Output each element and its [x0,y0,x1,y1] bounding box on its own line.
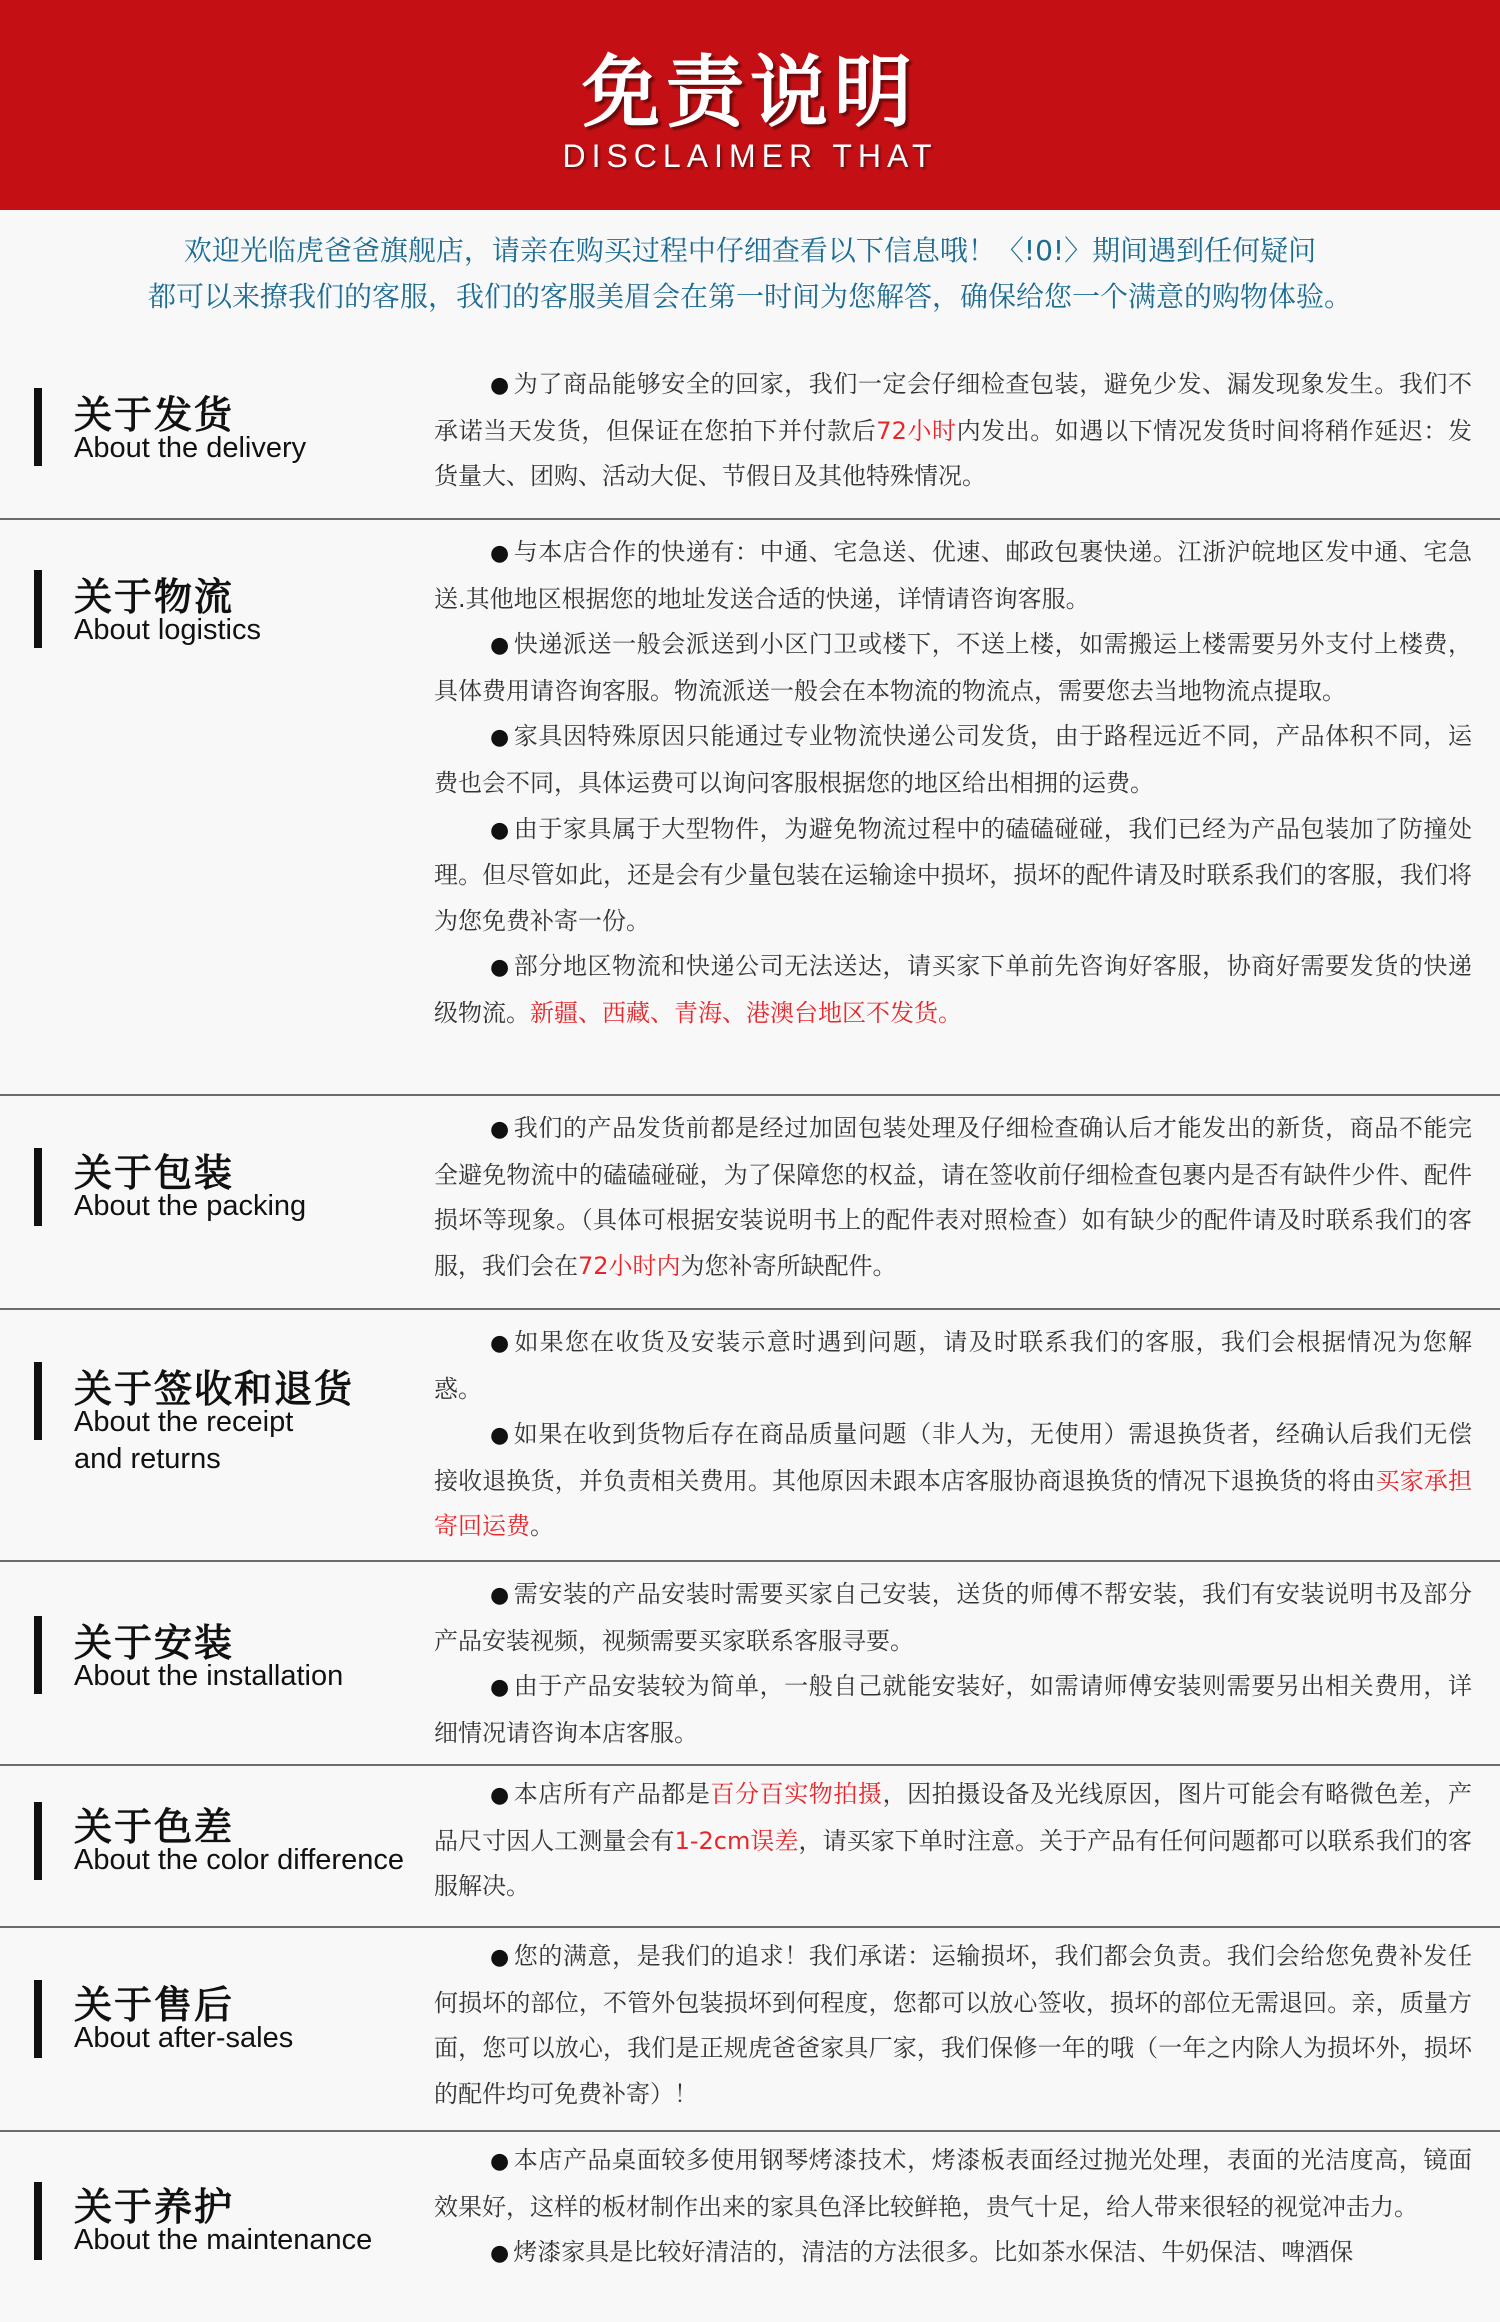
section-logistics [0,520,1500,1096]
paragraph-text: 如果您在收货及安装示意时遇到问题，请及时联系我们的客服，我们会根据情况为您解惑。 [434,1328,1472,1403]
section-body [434,1106,1472,1289]
section-title: 关于发货 [74,393,235,437]
bullet-icon: ● [490,1583,510,1608]
paragraph-text: 与本店合作的快递有：中通、宅急送、优速、邮政包裹快递。江浙沪皖地区发中通、宅急送.其他地区根据您的地址发送合适的快递，详情请咨询客服。 [434,538,1472,613]
section-subtitle-line-2: and returns [74,1443,221,1475]
section-title: 关于色差 [74,1805,235,1849]
section-marker [34,1802,42,1880]
section-subtitle: About the color difference [74,1844,404,1876]
section-body [434,1934,1472,2117]
bullet-icon: ● [490,955,510,981]
page-title: 免责说明 [581,48,918,138]
intro-text [0,228,1500,320]
highlight-text: 百分百实物拍摄 [710,1780,883,1808]
section-subtitle-line-1: About the receipt [74,1406,294,1438]
paragraph-text: 由于产品安装较为简单，一般自己就能安装好，如需请师傅安装则需要另出相关费用，详细情况请咨询本店客服。 [434,1672,1472,1747]
section-marker [34,1616,42,1694]
paragraph-text: 您的满意，是我们的追求！我们承诺：运输损坏，我们都会负责。我们会给您免费补发任何损坏的部位，不管外包装损坏到何程度，您都可以放心签收，损坏的部位无需退回。亲，质量方面，您可以放心，我们是正规虎爸爸家具厂家，我们保修一年的哦（一年之内除人为损坏外，损坏的配件均可免费补寄）！ [434,1942,1472,2108]
section-color-difference [0,1766,1500,1928]
paragraph-text: 为您补寄所缺配件。 [680,1251,897,1280]
section-marker [34,570,42,648]
paragraph-text: 内发出。如遇以下情况发货时间将稍作延迟：发货量大、团购、活动大促、节假日及其他特殊情况。 [434,416,1473,491]
section-body [434,1320,1472,1550]
section-title: 关于物流 [74,575,235,619]
section-body [434,530,1472,1037]
section-subtitle: About the delivery [74,432,307,464]
paragraph-text: 部分地区物流和快递公司无法送达，请买家下单前先咨询好客服，协商好需要发货的快递级物流。 [434,952,1472,1027]
section-body [434,362,1472,500]
highlight-text: 新疆、西藏、青海、港澳台地区不发货。 [530,998,962,1027]
section-body [434,1572,1472,1756]
paragraph-text: 烤漆家具是比较好清洁的，清洁的方法很多。比如茶水保洁、牛奶保洁、啤酒保 [513,2238,1354,2267]
section-marker [34,1980,42,2058]
intro-line-2: 都可以来撩我们的客服，我们的客服美眉会在第一时间为您解答，确保给您一个满意的购物体验。 [147,280,1352,313]
section-marker [34,2182,42,2260]
section-title: 关于售后 [74,1983,235,2027]
section-maintenance [0,2132,1500,2322]
paragraph-text: 家具因特殊原因只能通过专业物流快递公司发货，由于路程远近不同，产品体积不同，运费也会不同，具体运费可以询问客服根据您的地区给出相拥的运费。 [434,722,1472,797]
section-after-sales [0,1928,1500,2132]
section-subtitle: About the installation [74,1660,344,1692]
section-title: 关于签收和退货 [74,1367,355,1411]
section-subtitle: About the maintenance [74,2224,373,2256]
paragraph-text: ，因拍摄设备及光线原因，图片可能会有略微色差，产品尺寸因人工测量会有 [434,1780,1473,1855]
bullet-icon: ● [490,1675,510,1701]
paragraph-text: 本店所有产品都是 [513,1780,711,1808]
bullet-icon: ● [490,2241,510,2267]
paragraph-text: 本店产品桌面较多使用钢琴烤漆技术，烤漆板表面经过抛光处理，表面的光洁度高，镜面效果好，这样的板材制作出来的家具色泽比较鲜艳，贵气十足，给人带来很轻的视觉冲击力。 [434,2146,1472,2221]
bullet-icon: ● [490,541,510,566]
highlight-text: 1-2cm误差 [674,1826,799,1855]
bullet-icon: ● [490,1783,510,1808]
section-title: 关于养护 [74,2185,235,2229]
bullet-icon: ● [490,1331,511,1356]
section-installation [0,1562,1500,1766]
page-subtitle: DISCLAIMER THAT [562,138,938,174]
section-delivery [0,356,1500,520]
bullet-icon: ● [490,1945,510,1970]
paragraph-text: 为了商品能够安全的回家，我们一定会仔细检查包装，避免少发、漏发现象发生。我们不承诺当天发货，但保证在您拍下并付款后 [434,370,1472,445]
paragraph-text: 快递派送一般会派送到小区门卫或楼下，不送上楼，如需搬运上楼需要另外支付上楼费，具体费用请咨询客服。物流派送一般会在本物流的物流点，需要您去当地物流点提取。 [434,630,1472,705]
section-title: 关于包装 [74,1151,235,1195]
bullet-icon: ● [490,1117,510,1142]
highlight-text: 72小时 [876,416,957,445]
highlight-text: 买家承担寄回运费 [434,1466,1473,1541]
section-subtitle: About the packing [74,1190,307,1222]
paragraph-text: ，请买家下单时注意。关于产品有任何问题都可以联系我们的客服解决。 [434,1826,1473,1901]
bullet-icon: ● [490,817,510,843]
paragraph-text: 由于家具属于大型物件，为避免物流过程中的磕磕碰碰，我们已经为产品包装加了防撞处理。但尽管如此，还是会有少量包装在运输途中损坏，损坏的配件请及时联系我们的客服，我们将为您免费补寄一份。 [434,814,1472,935]
paragraph-text: 需安装的产品安装时需要买家自己安装，送货的师傅不帮安装，我们有安装说明书及部分产品安装视频，视频需要买家联系客服寻要。 [434,1580,1472,1655]
section-subtitle: About logistics [74,614,261,646]
disclaimer-header [0,0,1500,210]
section-title: 关于安装 [74,1621,235,1665]
section-subtitle: About after-sales [74,2022,294,2054]
section-returns [0,1310,1500,1562]
highlight-text: 72小时内 [578,1251,681,1280]
bullet-icon: ● [490,2149,510,2174]
paragraph-text: 我们的产品发货前都是经过加固包装处理及仔细检查确认后才能发出的新货，商品不能完全避免物流中的磕磕碰碰，为了保障您的权益，请在签收前仔细检查包裹内是否有缺件少件、配件损坏等现象。（具体可根据安装说明书上的配件表对照检查）如有缺少的配件请及时联系我们的客服，我们会在 [434,1114,1472,1280]
bullet-icon: ● [490,1423,510,1449]
section-marker [34,1362,42,1440]
section-body [434,2138,1472,2277]
bullet-icon: ● [490,633,510,659]
section-marker [34,388,42,466]
section-body [434,1772,1472,1910]
bullet-icon: ● [490,725,510,751]
intro-line-1: 欢迎光临虎爸爸旗舰店，请亲在购买过程中仔细查看以下信息哦！〈!0!〉期间遇到任何疑问 [183,234,1317,267]
section-marker [34,1148,42,1226]
paragraph-text: 如果在收到货物后存在商品质量问题（非人为，无使用）需退换货者，经确认后我们无偿接收退换货，并负责相关费用。其他原因未跟本店客服协商退换货的情况下退换货的将由 [434,1420,1472,1495]
bullet-icon: ● [490,373,510,398]
paragraph-text: 。 [530,1512,554,1541]
section-packing [0,1096,1500,1310]
